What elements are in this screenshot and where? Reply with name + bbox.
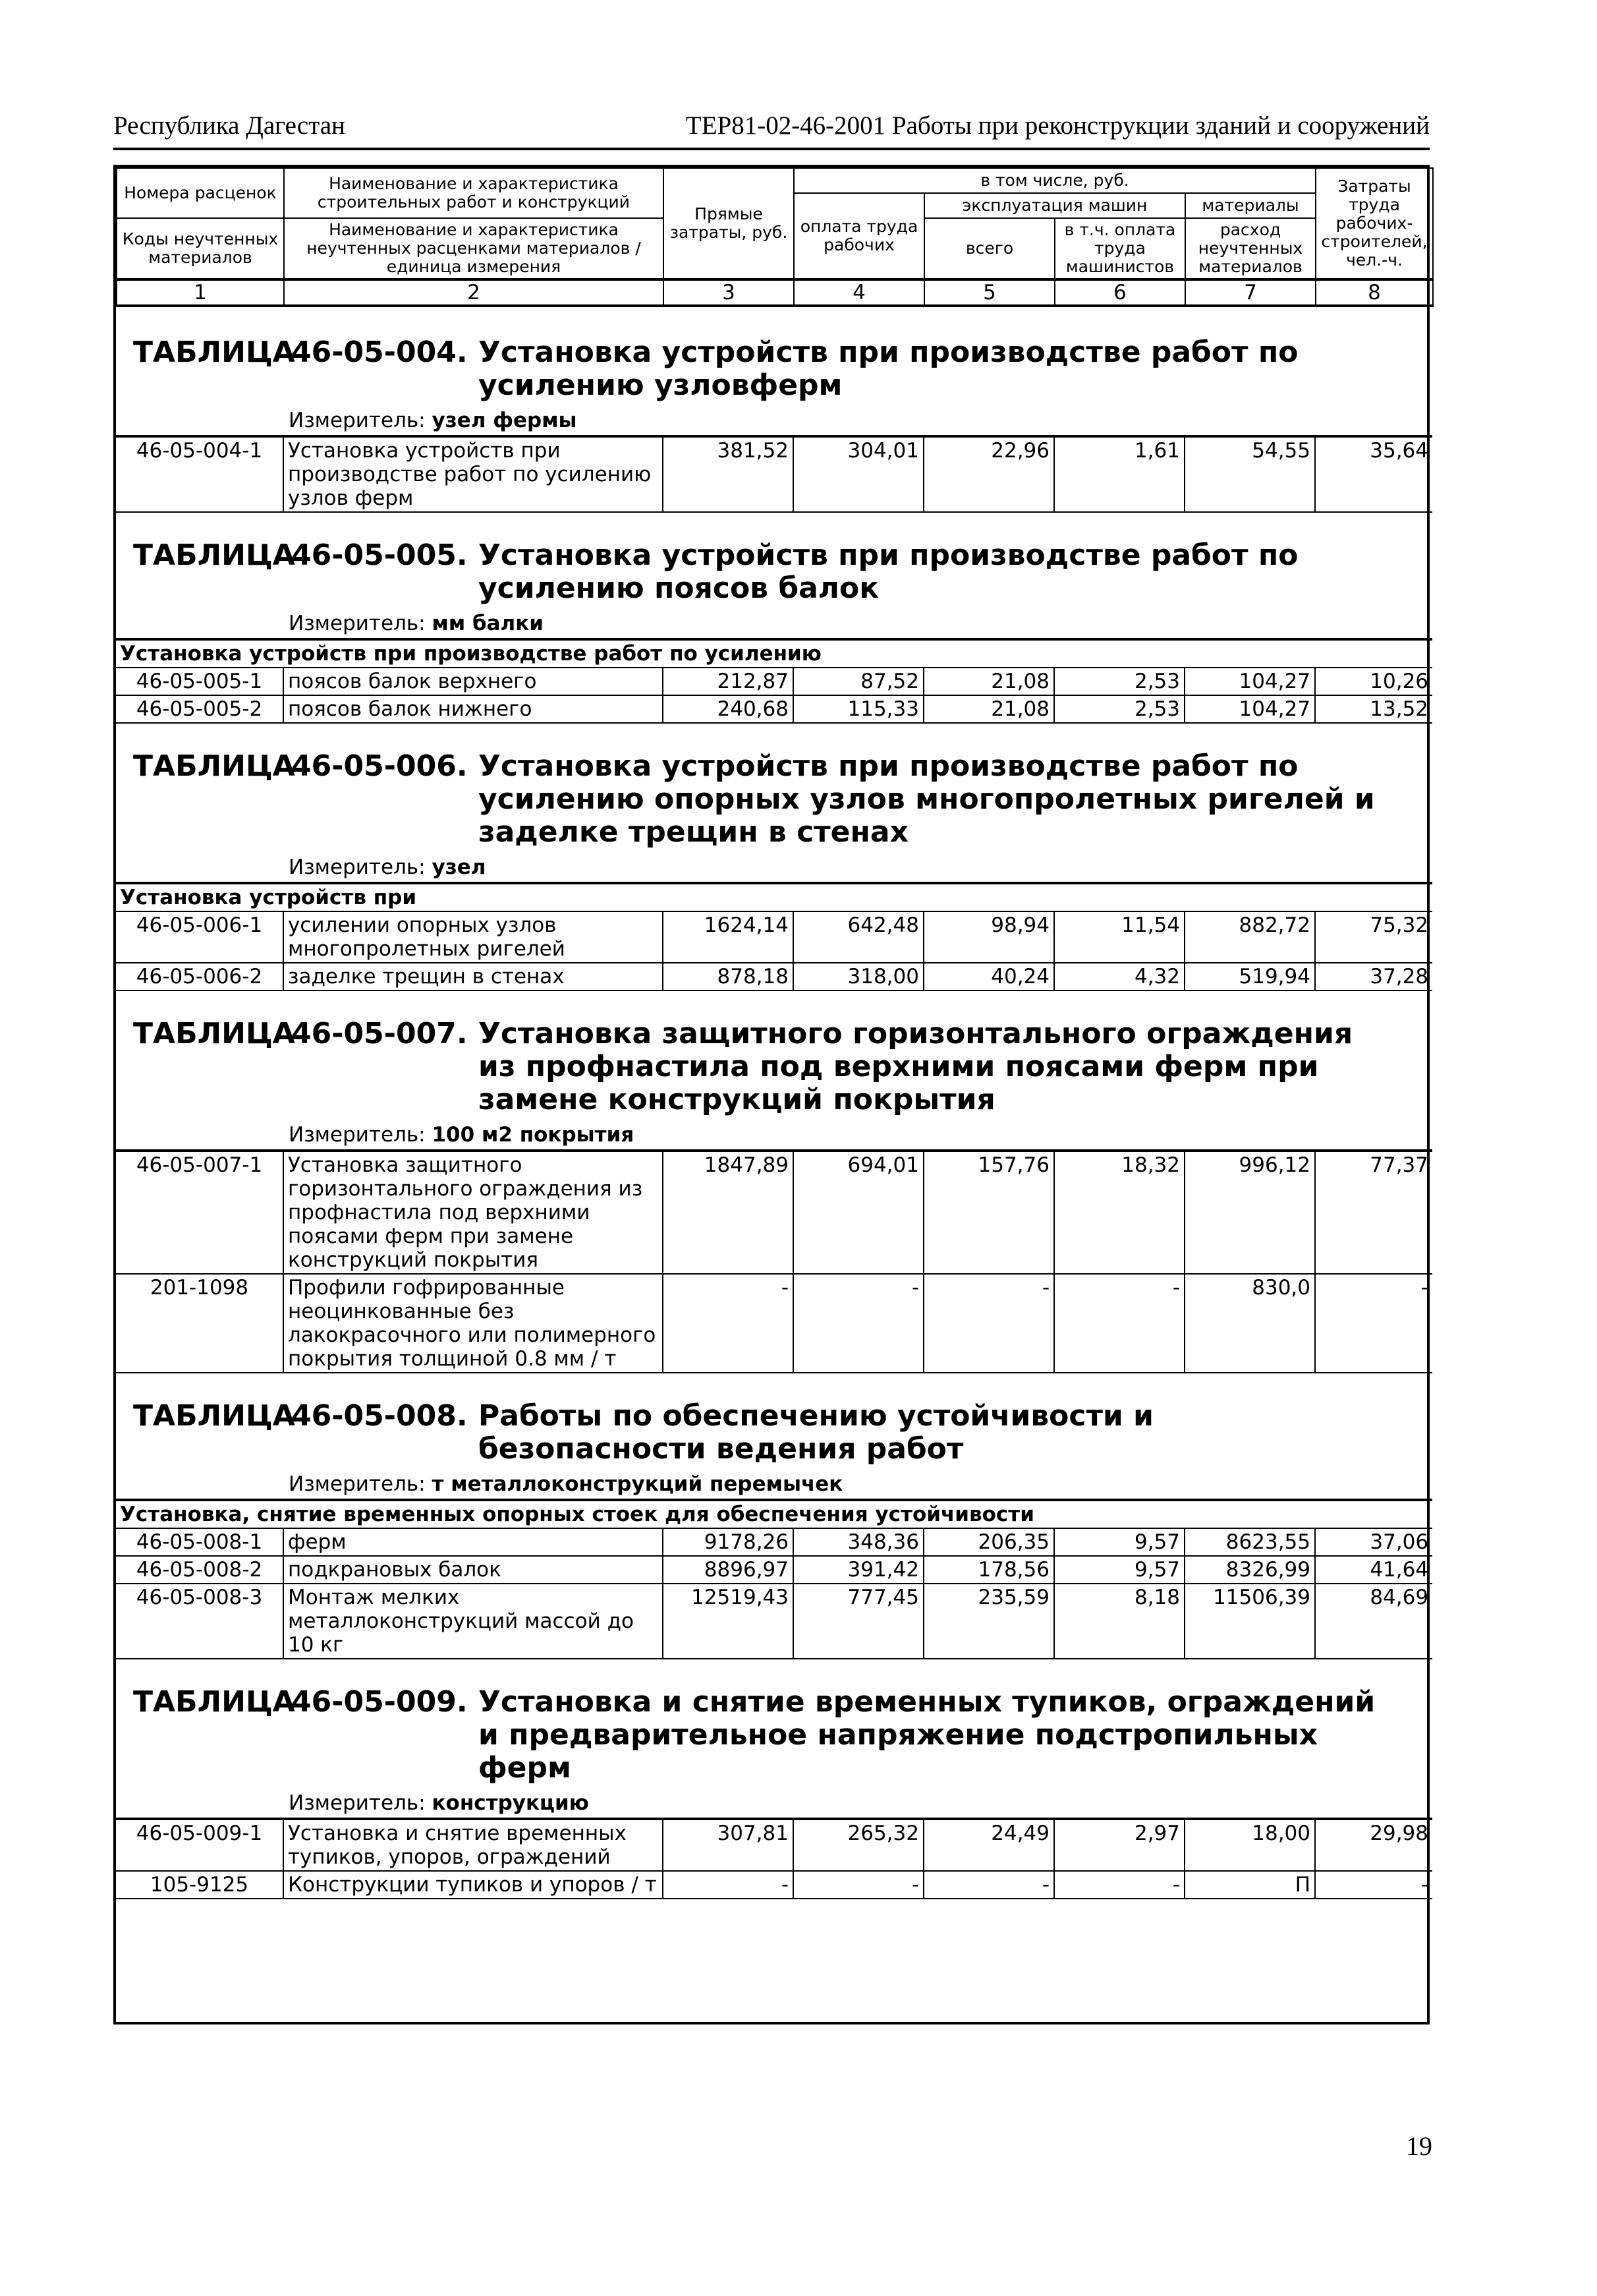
col-number: 4 <box>794 280 924 306</box>
meter-unit: 100 м2 покрытия <box>432 1123 634 1147</box>
rate-value-c3: 381,52 <box>663 436 793 512</box>
col-number: 3 <box>663 280 794 306</box>
rate-value-c4: 391,42 <box>793 1556 924 1584</box>
header-region: Республика Дагестан <box>113 111 345 140</box>
rate-value-c8: 13,52 <box>1315 695 1432 723</box>
rate-value-c4: 265,32 <box>793 1819 924 1871</box>
table-title-label: ТАБЛИЦА <box>133 1399 295 1433</box>
rate-value-c3: 1624,14 <box>663 911 793 963</box>
table-title-code: 46-05-005. <box>291 538 468 572</box>
table-row <box>116 1584 1432 1659</box>
rate-value-c4: 318,00 <box>793 963 924 990</box>
table-title-code: 46-05-006. <box>291 749 468 783</box>
col-header-direct-costs: Прямые затраты, руб. <box>663 168 794 279</box>
rate-value-c7: 104,27 <box>1185 695 1315 723</box>
rate-value-c6: 8,18 <box>1054 1584 1185 1659</box>
rate-name: поясов балок верхнего <box>283 668 663 695</box>
rate-name: поясов балок нижнего <box>283 695 663 723</box>
rates-table <box>116 1499 1432 1659</box>
rate-value-c6: 4,32 <box>1054 963 1185 990</box>
rate-value-c4: 87,52 <box>793 668 924 695</box>
rate-name: заделке трещин в стенах <box>283 963 663 990</box>
rate-value-c7: 104,27 <box>1185 668 1315 695</box>
table-title-text: Установка защитного горизонтального ограждения из профнастила под верхними поясами ферм при замене конструкций покрытия <box>478 1017 1353 1116</box>
table-row <box>116 1528 1432 1556</box>
rate-value-c7: 830,0 <box>1185 1274 1315 1373</box>
rate-value-c5: 21,08 <box>924 668 1054 695</box>
rate-value-c3: 1847,89 <box>663 1151 793 1274</box>
rate-value-c5: 98,94 <box>924 911 1054 963</box>
table-title-label: ТАБЛИЦА <box>133 1685 295 1719</box>
meter-label: Измеритель: <box>289 1123 426 1147</box>
meter-unit: мм балки <box>432 612 544 635</box>
rate-name: Конструкции тупиков и упоров / т <box>283 1871 663 1899</box>
rate-value-c7: 996,12 <box>1185 1151 1315 1274</box>
rate-value-c8: 75,32 <box>1315 911 1432 963</box>
col-number: 7 <box>1185 280 1316 306</box>
rate-code: 105-9125 <box>116 1871 283 1899</box>
table-title-label: ТАБЛИЦА <box>133 335 295 369</box>
table-title-text: Установка и снятие временных тупиков, ограждений и предварительное напряжение подстропильных ферм <box>478 1685 1376 1785</box>
rate-value-c5: 157,76 <box>924 1151 1054 1274</box>
meter-label: Измеритель: <box>289 855 426 879</box>
column-header <box>116 167 1434 279</box>
rate-value-c5: - <box>924 1274 1054 1373</box>
rate-value-c6: 11,54 <box>1054 911 1185 963</box>
col-header-labor: Затраты труда рабочих-строителей, чел.-ч. <box>1316 168 1433 279</box>
table-section <box>116 336 1427 513</box>
rate-name: Установка устройств при производстве работ по усилению узлов ферм <box>283 436 663 512</box>
table-title-code: 46-05-007. <box>291 1017 468 1050</box>
table-row <box>116 436 1432 512</box>
table-title <box>116 539 1427 605</box>
table-section <box>116 1018 1427 1373</box>
table-row <box>116 911 1432 963</box>
table-row <box>116 1151 1432 1274</box>
rates-table <box>116 882 1432 991</box>
rate-value-c6: 18,32 <box>1054 1151 1185 1274</box>
column-numbers <box>116 279 1434 307</box>
rate-value-c5: 235,59 <box>924 1584 1054 1659</box>
table-subheading: Установка, снятие временных опорных стоек для обеспечения устойчивости <box>116 1500 1432 1528</box>
running-header <box>113 105 1430 150</box>
meter-unit: конструкцию <box>432 1791 589 1815</box>
rates-table <box>116 638 1432 724</box>
rate-value-c3: 878,18 <box>663 963 793 990</box>
rates-table <box>116 1149 1432 1373</box>
col-header-materials: материалы <box>1185 193 1316 218</box>
rate-value-c3: 212,87 <box>663 668 793 695</box>
rate-value-c7: 54,55 <box>1185 436 1315 512</box>
rate-value-c3: 240,68 <box>663 695 793 723</box>
rate-value-c4: 304,01 <box>793 436 924 512</box>
rates-table <box>116 1818 1432 1899</box>
table-row <box>116 1871 1432 1899</box>
meter-unit: узел <box>432 855 486 879</box>
rate-value-c6: - <box>1054 1871 1185 1899</box>
rate-name: усилении опорных узлов многопролетных ригелей <box>283 911 663 963</box>
col-number: 5 <box>924 280 1055 306</box>
rate-value-c7: 18,00 <box>1185 1819 1315 1871</box>
rate-value-c3: 8896,97 <box>663 1556 793 1584</box>
rate-value-c5: - <box>924 1871 1054 1899</box>
col-header-work-name: Наименование и характеристика строительных работ и конструкций <box>284 168 663 218</box>
header-document-title: ТЕР81-02-46-2001 Работы при реконструкции зданий и сооружений <box>685 111 1430 140</box>
rate-value-c4: 694,01 <box>793 1151 924 1274</box>
rate-code: 46-05-005-2 <box>116 695 283 723</box>
table-title <box>116 336 1427 402</box>
rate-value-c7: 882,72 <box>1185 911 1315 963</box>
sections-container <box>116 336 1427 1899</box>
rate-code: 46-05-008-2 <box>116 1556 283 1584</box>
meter-unit: т металлоконструкций перемычек <box>432 1472 843 1496</box>
rate-value-c8: 41,64 <box>1315 1556 1432 1584</box>
rate-code: 46-05-008-3 <box>116 1584 283 1659</box>
table-row <box>116 1819 1432 1871</box>
col-header-wages: оплата труда рабочих <box>794 193 924 279</box>
rate-value-c3: 307,81 <box>663 1819 793 1871</box>
rate-value-c6: 2,53 <box>1054 668 1185 695</box>
rate-value-c8: 37,06 <box>1315 1528 1432 1556</box>
table-title-label: ТАБЛИЦА <box>133 749 295 783</box>
meter-label: Измеритель: <box>289 1791 426 1815</box>
rate-value-c6: 2,97 <box>1054 1819 1185 1871</box>
meter-label: Измеритель: <box>289 1472 426 1496</box>
table-title-label: ТАБЛИЦА <box>133 1017 295 1050</box>
table-meter <box>289 855 1427 879</box>
rate-value-c4: 348,36 <box>793 1528 924 1556</box>
table-title-text: Установка устройств при производстве работ по усилению узловферм <box>478 335 1299 402</box>
rate-value-c5: 206,35 <box>924 1528 1054 1556</box>
table-title <box>116 750 1427 849</box>
rate-value-c4: 777,45 <box>793 1584 924 1659</box>
rate-name: Профили гофрированные неоцинкованные без лакокрасочного или полимерного покрытия толщиной 0.8 мм / т <box>283 1274 663 1373</box>
col-header-material-codes: Коды неучтенных материалов <box>117 218 284 279</box>
table-section <box>116 750 1427 991</box>
rate-value-c8: - <box>1315 1274 1432 1373</box>
col-header-group: в том числе, руб. <box>794 168 1316 193</box>
rate-value-c6: 1,61 <box>1054 436 1185 512</box>
table-title <box>116 1018 1427 1116</box>
table-row <box>116 668 1432 695</box>
rate-value-c6: 9,57 <box>1054 1556 1185 1584</box>
rate-code: 201-1098 <box>116 1274 283 1373</box>
table-subheading: Установка устройств при производстве работ по усилению <box>116 639 1432 668</box>
table-title-code: 46-05-009. <box>291 1685 468 1719</box>
table-title-code: 46-05-008. <box>291 1399 468 1433</box>
table-row <box>116 695 1432 723</box>
table-row <box>116 963 1432 990</box>
rate-value-c4: - <box>793 1274 924 1373</box>
rate-value-c6: - <box>1054 1274 1185 1373</box>
rate-value-c8: 29,98 <box>1315 1819 1432 1871</box>
table-section <box>116 1686 1427 1899</box>
rate-code: 46-05-004-1 <box>116 436 283 512</box>
rate-value-c7: 8326,99 <box>1185 1556 1315 1584</box>
rate-value-c6: 2,53 <box>1054 695 1185 723</box>
table-title-text: Работы по обеспечению устойчивости и безопасности ведения работ <box>478 1399 1154 1466</box>
rate-value-c7: 519,94 <box>1185 963 1315 990</box>
table-subheading: Установка устройств при <box>116 883 1432 911</box>
rate-value-c5: 40,24 <box>924 963 1054 990</box>
rate-code: 46-05-006-2 <box>116 963 283 990</box>
page-number: 19 <box>1406 2131 1432 2161</box>
rate-value-c3: 9178,26 <box>663 1528 793 1556</box>
col-header-codes: Номера расценок <box>117 168 284 218</box>
rate-value-c8: 77,37 <box>1315 1151 1432 1274</box>
col-header-machines: эксплуатация машин <box>924 193 1185 218</box>
rate-value-c8: - <box>1315 1871 1432 1899</box>
rate-value-c8: 10,26 <box>1315 668 1432 695</box>
rate-name: подкрановых балок <box>283 1556 663 1584</box>
rate-value-c8: 35,64 <box>1315 436 1432 512</box>
table-title <box>116 1686 1427 1785</box>
rate-name: Установка и снятие временных тупиков, упоров, ограждений <box>283 1819 663 1871</box>
rate-value-c3: 12519,43 <box>663 1584 793 1659</box>
price-table-frame <box>113 165 1430 2024</box>
table-meter <box>289 1472 1427 1496</box>
table-section <box>116 539 1427 724</box>
rate-value-c7: П <box>1185 1871 1315 1899</box>
table-row <box>116 1556 1432 1584</box>
meter-label: Измеритель: <box>289 409 426 432</box>
table-meter <box>289 1791 1427 1815</box>
rate-code: 46-05-005-1 <box>116 668 283 695</box>
table-meter <box>289 1123 1427 1147</box>
table-row <box>116 1274 1432 1373</box>
table-meter <box>289 409 1427 432</box>
col-number: 2 <box>284 280 663 306</box>
table-section <box>116 1400 1427 1659</box>
rate-value-c5: 24,49 <box>924 1819 1054 1871</box>
rate-name: ферм <box>283 1528 663 1556</box>
rate-code: 46-05-008-1 <box>116 1528 283 1556</box>
rate-value-c7: 8623,55 <box>1185 1528 1315 1556</box>
rate-name: Установка защитного горизонтального ограждения из профнастила под верхними поясами ферм при замене конструкций покрытия <box>283 1151 663 1274</box>
table-meter <box>289 612 1427 635</box>
col-header-material-name: Наименование и характеристика неучтенных расценками материалов / единица измерения <box>284 218 663 279</box>
rate-value-c6: 9,57 <box>1054 1528 1185 1556</box>
col-number: 6 <box>1055 280 1185 306</box>
table-title-text: Установка устройств при производстве работ по усилению поясов балок <box>478 538 1299 605</box>
rate-code: 46-05-007-1 <box>116 1151 283 1274</box>
rate-value-c4: 115,33 <box>793 695 924 723</box>
rate-code: 46-05-009-1 <box>116 1819 283 1871</box>
rate-value-c8: 84,69 <box>1315 1584 1432 1659</box>
rate-value-c5: 178,56 <box>924 1556 1054 1584</box>
table-title-code: 46-05-004. <box>291 335 468 369</box>
col-header-machinist-wages: в т.ч. оплата труда машинистов <box>1055 218 1185 279</box>
rate-value-c4: - <box>793 1871 924 1899</box>
rate-value-c4: 642,48 <box>793 911 924 963</box>
meter-unit: узел фермы <box>432 409 577 432</box>
table-title <box>116 1400 1427 1466</box>
table-title-label: ТАБЛИЦА <box>133 538 295 572</box>
rate-value-c3: - <box>663 1871 793 1899</box>
rates-table <box>116 435 1432 513</box>
col-header-material-use: расход неучтенных материалов <box>1185 218 1316 279</box>
col-number: 1 <box>117 280 284 306</box>
rate-value-c3: - <box>663 1274 793 1373</box>
rate-value-c5: 22,96 <box>924 436 1054 512</box>
rate-value-c5: 21,08 <box>924 695 1054 723</box>
rate-code: 46-05-006-1 <box>116 911 283 963</box>
rate-name: Монтаж мелких металлоконструкций массой до 10 кг <box>283 1584 663 1659</box>
table-title-text: Установка устройств при производстве работ по усилению опорных узлов многопролетных ригелей и заделке трещин в стенах <box>478 749 1375 849</box>
meter-label: Измеритель: <box>289 612 426 635</box>
rate-value-c7: 11506,39 <box>1185 1584 1315 1659</box>
col-number: 8 <box>1316 280 1433 306</box>
col-header-machines-total: всего <box>924 218 1055 279</box>
rate-value-c8: 37,28 <box>1315 963 1432 990</box>
